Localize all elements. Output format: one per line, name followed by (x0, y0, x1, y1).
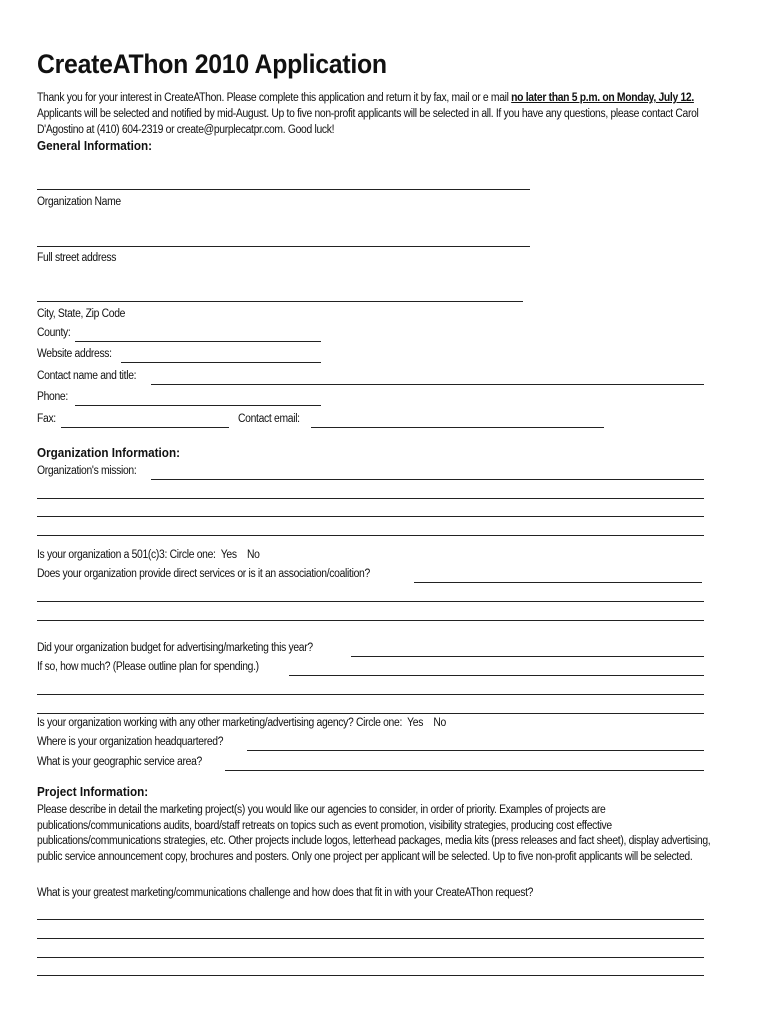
mission-field-line[interactable] (37, 516, 704, 517)
page-title: CreateAThon 2010 Application (37, 49, 387, 79)
agency-question (37, 717, 446, 729)
nonprofit-yes-option[interactable]: Yes (220, 549, 237, 561)
project-description: Please describe in detail the marketing project(s) you would like our agencies to consider, in order of priority. Examples of projects are publications/communications audits, board/staff retreats on topics such as event promotion, visibility strategies, producing cost effective publications/communications strategies, etc. Other projects include logos, letterhead packages, media kits (press releases and fact sheet), display advertising, public service announcement copy, brochures and posters. Only one project per applicant will be selected. Up to five non-profit applicants will be selected. (37, 804, 711, 863)
mission-label: Organization's mission: (37, 465, 137, 477)
intro-paragraph (37, 90, 730, 138)
agency-no-option[interactable]: No (433, 717, 446, 729)
county-field[interactable] (75, 341, 321, 342)
city-state-zip-field[interactable] (37, 301, 523, 302)
challenge-field-line[interactable] (37, 919, 704, 920)
contact-field[interactable] (151, 384, 704, 385)
challenge-field-line[interactable] (37, 938, 704, 939)
service-area-field[interactable] (225, 770, 704, 771)
direct-services-field-line[interactable] (37, 620, 704, 621)
email-field[interactable] (311, 427, 604, 428)
fax-label: Fax: (37, 413, 56, 425)
general-info-heading: General Information: (37, 138, 153, 153)
nonprofit-no-option[interactable]: No (246, 549, 260, 561)
mission-field-line[interactable] (37, 535, 704, 536)
organization-info-heading: Organization Information: (37, 445, 181, 460)
project-info-heading: Project Information: (37, 784, 149, 799)
direct-services-field[interactable] (414, 582, 702, 583)
direct-services-field-line[interactable] (37, 601, 704, 602)
fax-field[interactable] (61, 427, 229, 428)
county-label: County: (37, 327, 71, 339)
city-state-zip-label: City, State, Zip Code (37, 308, 126, 320)
budget-label: Did your organization budget for advertising/marketing this year? (37, 642, 313, 654)
mission-field-line[interactable] (37, 498, 704, 499)
challenge-label: What is your greatest marketing/communications challenge and how does that fit in with your CreateAThon request? (37, 887, 534, 899)
nonprofit-status-question (37, 549, 260, 561)
phone-label: Phone: (37, 391, 68, 403)
direct-services-label: Does your organization provide direct services or is it an association/coalition? (37, 568, 370, 580)
org-name-label: Organization Name (37, 196, 121, 208)
intro-text-after: Applicants will be selected and notified by mid-August. Up to five non-profit applicants will be selected in all. If you have any questions, please contact Carol D'Agostino at (410) 604-2319 or create@purplecatpr.com. Good luck! (37, 108, 699, 136)
intro-text-before: Thank you for your interest in CreateAThon. Please complete this application and return it by fax, mail or e mail (37, 92, 512, 104)
website-label: Website address: (37, 348, 112, 360)
contact-label: Contact name and title: (37, 370, 137, 382)
street-address-field[interactable] (37, 246, 530, 247)
how-much-field-line[interactable] (37, 713, 704, 714)
service-area-label: What is your geographic service area? (37, 756, 202, 768)
nonprofit-status-label: Is your organization a 501(c)3: Circle one: (37, 549, 216, 561)
budget-field[interactable] (351, 656, 704, 657)
mission-field[interactable] (151, 479, 704, 480)
website-field[interactable] (121, 362, 321, 363)
org-name-field[interactable] (37, 189, 530, 190)
deadline-text: no later than 5 p.m. on Monday, July 12. (511, 92, 694, 104)
headquarters-field[interactable] (247, 750, 704, 751)
how-much-field[interactable] (289, 675, 704, 676)
phone-field[interactable] (75, 405, 321, 406)
how-much-label: If so, how much? (Please outline plan for spending.) (37, 661, 259, 673)
headquarters-label: Where is your organization headquartered? (37, 736, 224, 748)
email-label: Contact email: (238, 413, 300, 425)
challenge-field-line[interactable] (37, 957, 704, 958)
agency-label: Is your organization working with any other marketing/advertising agency? Circle one: (37, 717, 403, 729)
agency-yes-option[interactable]: Yes (407, 717, 424, 729)
challenge-field-line[interactable] (37, 975, 704, 976)
street-address-label: Full street address (37, 252, 117, 264)
how-much-field-line[interactable] (37, 694, 704, 695)
